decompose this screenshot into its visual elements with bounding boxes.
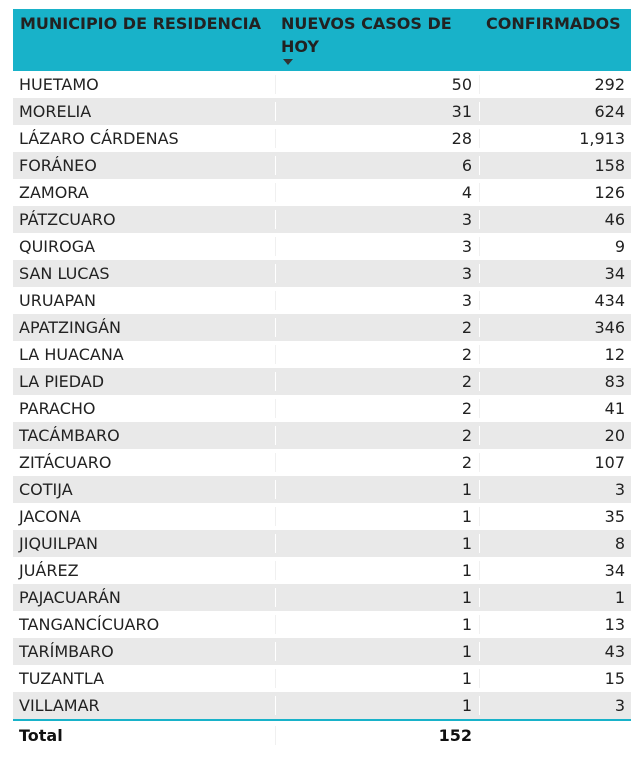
cell-nuevos-casos: 1 (275, 615, 479, 634)
cell-municipio: JUÁREZ (19, 561, 79, 580)
cell-confirmados: 35 (479, 507, 631, 526)
cell-confirmados: 15 (479, 669, 631, 688)
cell-municipio: QUIROGA (19, 237, 96, 256)
cell-confirmados: 624 (479, 102, 631, 121)
column-header-nuevos-casos-label: NUEVOS CASOS DE HOY (281, 14, 452, 56)
total-label: Total (19, 725, 63, 745)
table-row[interactable] (13, 584, 631, 611)
table-row[interactable] (13, 395, 631, 422)
table-row[interactable] (13, 152, 631, 179)
column-header-confirmados[interactable]: CONFIRMADOS (486, 14, 621, 33)
cell-municipio: TUZANTLA (19, 669, 105, 688)
table-row[interactable] (13, 260, 631, 287)
cell-confirmados: 126 (479, 183, 631, 202)
cell-municipio: LA HUACANA (19, 345, 124, 364)
cell-nuevos-casos: 2 (275, 453, 479, 472)
cell-confirmados: 1,913 (479, 129, 631, 148)
cell-municipio: JACONA (19, 507, 81, 526)
table-row[interactable] (13, 341, 631, 368)
cell-confirmados: 3 (479, 696, 631, 715)
cell-nuevos-casos: 3 (275, 237, 479, 256)
total-row (13, 719, 631, 749)
cell-nuevos-casos: 3 (275, 210, 479, 229)
table-row[interactable] (13, 638, 631, 665)
cell-nuevos-casos: 50 (275, 75, 479, 94)
cell-municipio: HUETAMO (19, 75, 99, 94)
cell-confirmados: 83 (479, 372, 631, 391)
cell-nuevos-casos: 2 (275, 345, 479, 364)
cell-nuevos-casos: 6 (275, 156, 479, 175)
cell-municipio: URUAPAN (19, 291, 97, 310)
cell-municipio: TACÁMBARO (19, 426, 120, 445)
cell-confirmados: 20 (479, 426, 631, 445)
cell-municipio: JIQUILPAN (19, 534, 98, 553)
cases-table (13, 9, 631, 749)
cell-nuevos-casos: 1 (275, 534, 479, 553)
cell-municipio: TANGANCÍCUARO (19, 615, 160, 634)
table-row[interactable] (13, 476, 631, 503)
cell-nuevos-casos: 1 (275, 507, 479, 526)
cell-confirmados: 1 (479, 588, 631, 607)
cell-confirmados: 346 (479, 318, 631, 337)
table-header (13, 9, 631, 71)
cell-nuevos-casos: 3 (275, 291, 479, 310)
table-row[interactable] (13, 692, 631, 719)
table-row[interactable] (13, 206, 631, 233)
cell-confirmados: 292 (479, 75, 631, 94)
table-row[interactable] (13, 503, 631, 530)
table-row[interactable] (13, 287, 631, 314)
cell-nuevos-casos: 2 (275, 426, 479, 445)
cell-confirmados: 12 (479, 345, 631, 364)
cell-municipio: APATZINGÁN (19, 318, 122, 337)
column-header-nuevos-casos[interactable] (275, 9, 479, 71)
table-row[interactable] (13, 125, 631, 152)
cell-municipio: SAN LUCAS (19, 264, 110, 283)
cell-municipio: PAJACUARÁN (19, 588, 121, 607)
cell-confirmados: 107 (479, 453, 631, 472)
cell-nuevos-casos: 1 (275, 642, 479, 661)
cell-confirmados: 9 (479, 237, 631, 256)
table-row[interactable] (13, 422, 631, 449)
total-nuevos: 152 (275, 726, 479, 745)
cell-municipio: VILLAMAR (19, 696, 100, 715)
cell-confirmados: 34 (479, 561, 631, 580)
cell-nuevos-casos: 4 (275, 183, 479, 202)
table-body (13, 71, 631, 719)
table-row[interactable] (13, 98, 631, 125)
cell-municipio: PARACHO (19, 399, 96, 418)
cell-nuevos-casos: 3 (275, 264, 479, 283)
cell-nuevos-casos: 2 (275, 318, 479, 337)
cell-municipio: FORÁNEO (19, 156, 97, 175)
cell-nuevos-casos: 28 (275, 129, 479, 148)
cell-municipio: COTIJA (19, 480, 73, 499)
cell-municipio: MORELIA (19, 102, 92, 121)
cell-nuevos-casos: 1 (275, 696, 479, 715)
cell-nuevos-casos: 1 (275, 480, 479, 499)
cell-confirmados: 434 (479, 291, 631, 310)
cell-confirmados: 43 (479, 642, 631, 661)
table-row[interactable] (13, 557, 631, 584)
cell-nuevos-casos: 1 (275, 669, 479, 688)
table-row[interactable] (13, 449, 631, 476)
cell-municipio: TARÍMBARO (19, 642, 114, 661)
cell-municipio: LÁZARO CÁRDENAS (19, 129, 179, 148)
cell-municipio: LA PIEDAD (19, 372, 105, 391)
table-row[interactable] (13, 611, 631, 638)
table-row[interactable] (13, 233, 631, 260)
cell-municipio: ZITÁCUARO (19, 453, 112, 472)
cell-confirmados: 34 (479, 264, 631, 283)
table-row[interactable] (13, 530, 631, 557)
table-row[interactable] (13, 179, 631, 206)
table-row[interactable] (13, 71, 631, 98)
table-row[interactable] (13, 368, 631, 395)
cell-nuevos-casos: 1 (275, 588, 479, 607)
cell-confirmados: 46 (479, 210, 631, 229)
column-header-municipio[interactable]: MUNICIPIO DE RESIDENCIA (20, 14, 261, 33)
cell-nuevos-casos: 1 (275, 561, 479, 580)
cell-confirmados: 13 (479, 615, 631, 634)
cell-nuevos-casos: 2 (275, 399, 479, 418)
table-row[interactable] (13, 665, 631, 692)
cell-municipio: ZAMORA (19, 183, 89, 202)
cell-nuevos-casos: 31 (275, 102, 479, 121)
cell-nuevos-casos: 2 (275, 372, 479, 391)
cell-confirmados: 41 (479, 399, 631, 418)
cell-confirmados: 3 (479, 480, 631, 499)
cell-municipio: PÁTZCUARO (19, 210, 116, 229)
cell-confirmados: 158 (479, 156, 631, 175)
cell-confirmados: 8 (479, 534, 631, 553)
sort-descending-icon[interactable] (283, 59, 293, 65)
table-row[interactable] (13, 314, 631, 341)
